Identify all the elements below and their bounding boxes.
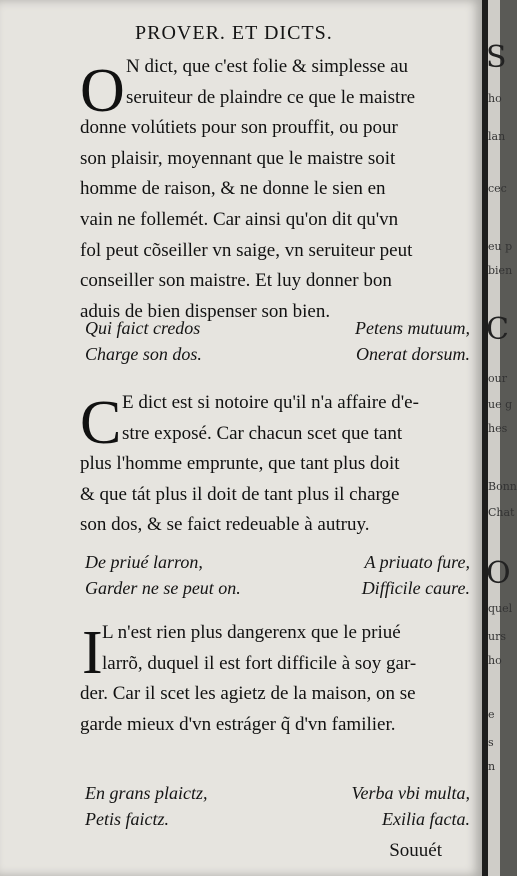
text-line: plus l'homme emprunte, que tant plus doit [80, 453, 400, 475]
proverb-french: En grans plaictz, [85, 783, 208, 803]
proverb-latin: Onerat dorsum. [355, 344, 470, 364]
facing-page-fragment: urs [488, 630, 506, 643]
facing-page-fragment: eu p [488, 240, 513, 253]
facing-page-fragment: bien [488, 264, 513, 277]
facing-page-fragment: ho [488, 654, 502, 667]
drop-cap-c: C [80, 389, 122, 457]
proverb-latin: A priuato fure, [364, 552, 470, 572]
facing-page-fragment: Bonn [488, 480, 517, 493]
facing-page-fragment: C [486, 312, 509, 347]
proverb-french: De priué larron, [85, 552, 203, 572]
text-line: aduis de bien dispenser son bien. [80, 300, 331, 322]
paragraph-1 [80, 52, 475, 327]
catchword: Souuét [389, 840, 442, 861]
text-line: der. Car il scet les agietz de la maison, on se [80, 683, 416, 705]
proverb-row [85, 575, 470, 601]
proverb-block-3 [85, 780, 470, 832]
proverb-row [85, 549, 470, 575]
text-line: seruiteur de plaindre ce que le maistre [126, 86, 416, 108]
facing-page-fragment: e [488, 708, 495, 721]
proverb-french: Charge son dos. [85, 344, 202, 364]
facing-page-fragment: our [488, 372, 507, 385]
proverb-latin: Verba vbi multa, [351, 783, 470, 803]
drop-cap-o: O [80, 57, 125, 125]
facing-page-fragment: lan [488, 130, 506, 143]
proverb-row [85, 341, 470, 367]
proverb-french: Qui faict credos [85, 318, 201, 338]
facing-page-fragment: cec [488, 182, 507, 195]
drop-cap-i: I [82, 619, 103, 687]
facing-page-edge [486, 0, 517, 876]
proverb-row [85, 806, 470, 832]
facing-page-fragment: ho [488, 92, 502, 105]
text-line: fol peut cõseiller vn saige, vn seruiteur peut [80, 239, 413, 261]
text-line: donne volútiets pour son prouffit, ou pour [80, 117, 398, 139]
running-header: PROVER. ET DICTS. [135, 22, 333, 44]
text-line: N dict, que c'est folie & simplesse au [126, 56, 409, 77]
proverb-french: Garder ne se peut on. [85, 578, 241, 598]
facing-page-fragment: hes [488, 422, 508, 435]
proverb-block-2 [85, 549, 470, 601]
proverb-row [85, 315, 470, 341]
proverb-latin: Petens mutuum, [355, 318, 470, 338]
facing-page-fragment: n [488, 760, 496, 773]
paragraph-3 [80, 618, 475, 740]
facing-page-fragment: ue g [488, 398, 513, 411]
text-line: larrõ, duquel il est fort difficile à soy gar- [102, 652, 417, 674]
text-line: vain ne follemét. Car ainsi qu'on dit qu'vn [80, 208, 399, 230]
text-line: son plaisir, moyennant que le maistre soit [80, 147, 396, 169]
proverb-block-1 [85, 315, 470, 367]
facing-page-fragment: s [488, 736, 494, 749]
proverb-french: Petis faictz. [85, 809, 169, 829]
proverb-latin: Difficile caure. [361, 578, 470, 598]
text-line: & que tát plus il doit de tant plus il charge [80, 483, 400, 505]
facing-page-fragment: Chat [488, 506, 515, 519]
facing-page-fragment: quel [488, 602, 513, 615]
text-line: son dos, & se faict redeuable à autruy. [80, 514, 370, 536]
paragraph-2 [80, 388, 475, 541]
proverb-latin: Exilia facta. [382, 809, 470, 829]
facing-page-fragment: O [486, 556, 511, 591]
facing-page-fragment: S [486, 40, 507, 75]
proverb-row [85, 780, 470, 806]
text-line: stre exposé. Car chacun scet que tant [122, 422, 403, 444]
text-line: L n'est rien plus dangerenx que le priué [102, 622, 401, 643]
text-line: conseiller son maistre. Et luy donner bon [80, 270, 392, 292]
text-line: garde mieux d'vn estráger q̃ d'vn familier. [80, 713, 396, 735]
text-line: E dict est si notoire qu'il n'a affaire d'e- [122, 392, 419, 413]
text-line: homme de raison, & ne donne le sien en [80, 178, 386, 200]
